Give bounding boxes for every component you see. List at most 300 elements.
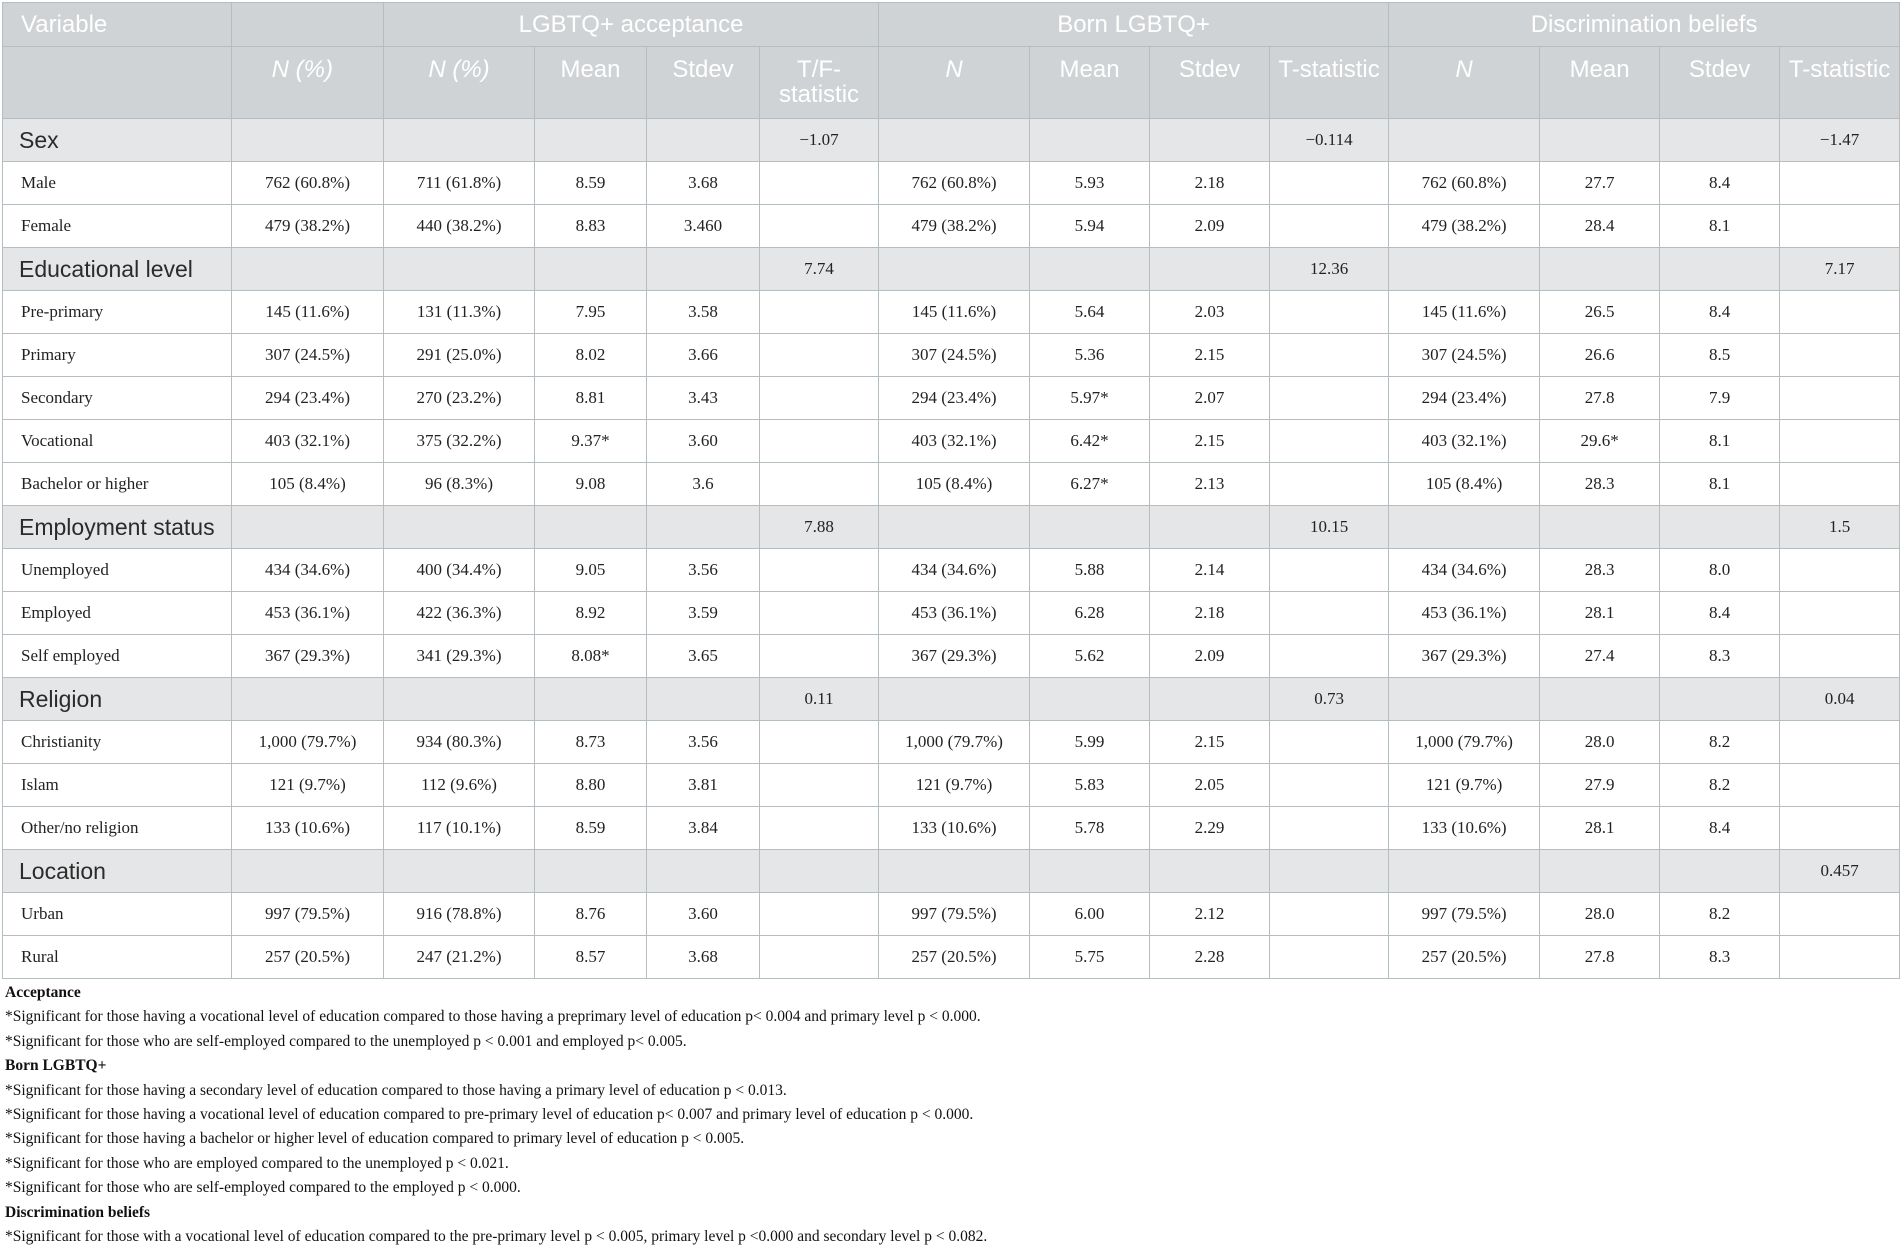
table-row (3, 205, 1900, 248)
cell-acc-stat (760, 936, 879, 979)
cell-n-pct: 307 (24.5%) (232, 334, 384, 377)
cell-born-n: 145 (11.6%) (879, 291, 1030, 334)
cell-acc-mean: 8.59 (535, 807, 647, 850)
cell-disc-mean: 27.9 (1540, 764, 1660, 807)
header-disc-stat: T-statistic (1780, 47, 1900, 119)
row-label: Vocational (3, 420, 232, 463)
table-body (3, 119, 1900, 979)
cell-disc-stdev: 8.4 (1660, 162, 1780, 205)
header-group-discrimination: Discrimination beliefs (1389, 3, 1900, 47)
footnote-line: *Significant for those having a vocational level of education compared to pre-primary level of education p< 0.007 and primary level of education p < 0.000. (5, 1105, 974, 1123)
category-empty-cell (1660, 678, 1780, 721)
cell-born-mean: 5.62 (1030, 635, 1150, 678)
cell-born-stdev: 2.09 (1150, 635, 1270, 678)
cell-disc-stdev: 8.4 (1660, 291, 1780, 334)
category-label: Employment status (3, 506, 232, 549)
cell-born-n: 997 (79.5%) (879, 893, 1030, 936)
cell-born-mean: 6.27* (1030, 463, 1150, 506)
cell-disc-mean: 27.8 (1540, 377, 1660, 420)
cell-born-n: 367 (29.3%) (879, 635, 1030, 678)
cell-acc-stat (760, 549, 879, 592)
footnotes (5, 981, 1885, 1249)
cell-born-mean: 5.64 (1030, 291, 1150, 334)
cell-born-stat (1270, 377, 1389, 420)
category-empty-cell (1540, 248, 1660, 291)
category-empty-cell (1150, 119, 1270, 162)
cell-acc-n-pct: 422 (36.3%) (384, 592, 535, 635)
table-row (3, 334, 1900, 377)
header-acc-npct: N (%) (384, 47, 535, 119)
cell-acc-stdev: 3.65 (647, 635, 760, 678)
cell-disc-mean: 28.0 (1540, 893, 1660, 936)
category-empty-cell (1030, 678, 1150, 721)
category-row (3, 248, 1900, 291)
category-acc-stat: −1.07 (760, 119, 879, 162)
cell-born-stat (1270, 463, 1389, 506)
table-row (3, 807, 1900, 850)
cell-born-stdev: 2.07 (1150, 377, 1270, 420)
cell-acc-mean: 8.08* (535, 635, 647, 678)
category-label: Sex (3, 119, 232, 162)
category-empty-cell (879, 850, 1030, 893)
header-acc-stdev: Stdev (647, 47, 760, 119)
cell-acc-stdev: 3.43 (647, 377, 760, 420)
table-row (3, 549, 1900, 592)
category-empty-cell (384, 506, 535, 549)
header-group-acceptance: LGBTQ+ acceptance (384, 3, 879, 47)
cell-disc-n: 434 (34.6%) (1389, 549, 1540, 592)
cell-disc-stdev: 8.3 (1660, 936, 1780, 979)
cell-born-stdev: 2.12 (1150, 893, 1270, 936)
cell-acc-stdev: 3.81 (647, 764, 760, 807)
cell-born-stdev: 2.03 (1150, 291, 1270, 334)
cell-acc-stdev: 3.66 (647, 334, 760, 377)
header-acc-stat: T/F-statistic (760, 47, 879, 119)
row-label: Pre-primary (3, 291, 232, 334)
cell-disc-n: 997 (79.5%) (1389, 893, 1540, 936)
category-empty-cell (647, 119, 760, 162)
header-born-stdev: Stdev (1150, 47, 1270, 119)
cell-born-stat (1270, 936, 1389, 979)
table-row (3, 936, 1900, 979)
cell-born-stat (1270, 420, 1389, 463)
cell-disc-stat (1780, 420, 1900, 463)
cell-disc-stat (1780, 893, 1900, 936)
category-empty-cell (647, 678, 760, 721)
cell-disc-stat (1780, 549, 1900, 592)
cell-disc-stat (1780, 377, 1900, 420)
category-disc-stat: 0.04 (1780, 678, 1900, 721)
header-disc-mean: Mean (1540, 47, 1660, 119)
cell-acc-mean: 8.83 (535, 205, 647, 248)
cell-acc-n-pct: 291 (25.0%) (384, 334, 535, 377)
cell-born-n: 434 (34.6%) (879, 549, 1030, 592)
cell-born-mean: 6.00 (1030, 893, 1150, 936)
cell-disc-stat (1780, 807, 1900, 850)
cell-n-pct: 145 (11.6%) (232, 291, 384, 334)
cell-acc-n-pct: 440 (38.2%) (384, 205, 535, 248)
cell-n-pct: 294 (23.4%) (232, 377, 384, 420)
row-label: Primary (3, 334, 232, 377)
cell-born-stat (1270, 893, 1389, 936)
table-row (3, 162, 1900, 205)
cell-born-mean: 6.28 (1030, 592, 1150, 635)
category-born-stat: 0.73 (1270, 678, 1389, 721)
cell-disc-mean: 28.1 (1540, 807, 1660, 850)
cell-disc-mean: 28.1 (1540, 592, 1660, 635)
cell-born-stat (1270, 807, 1389, 850)
category-empty-cell (1660, 119, 1780, 162)
cell-acc-stdev: 3.60 (647, 420, 760, 463)
category-disc-stat: 1.5 (1780, 506, 1900, 549)
category-disc-stat: 7.17 (1780, 248, 1900, 291)
category-empty-cell (1540, 506, 1660, 549)
cell-acc-stat (760, 893, 879, 936)
category-empty-cell (384, 678, 535, 721)
category-row (3, 850, 1900, 893)
cell-acc-stdev: 3.59 (647, 592, 760, 635)
table-row (3, 291, 1900, 334)
cell-disc-stdev: 8.5 (1660, 334, 1780, 377)
cell-disc-stat (1780, 592, 1900, 635)
table-row (3, 592, 1900, 635)
footnote-heading: Acceptance (5, 984, 81, 1001)
cell-born-stdev: 2.05 (1150, 764, 1270, 807)
category-empty-cell (1389, 850, 1540, 893)
category-empty-cell (1150, 248, 1270, 291)
header-disc-n: N (1389, 47, 1540, 119)
cell-disc-n: 479 (38.2%) (1389, 205, 1540, 248)
cell-acc-stdev: 3.60 (647, 893, 760, 936)
cell-n-pct: 257 (20.5%) (232, 936, 384, 979)
cell-born-n: 133 (10.6%) (879, 807, 1030, 850)
category-born-stat: 10.15 (1270, 506, 1389, 549)
cell-acc-stat (760, 334, 879, 377)
cell-acc-stdev: 3.68 (647, 936, 760, 979)
cell-born-stat (1270, 721, 1389, 764)
category-empty-cell (1389, 678, 1540, 721)
cell-disc-n: 403 (32.1%) (1389, 420, 1540, 463)
cell-acc-mean: 8.02 (535, 334, 647, 377)
cell-n-pct: 133 (10.6%) (232, 807, 384, 850)
category-empty-cell (647, 248, 760, 291)
row-label: Self employed (3, 635, 232, 678)
category-empty-cell (232, 248, 384, 291)
cell-born-stat (1270, 162, 1389, 205)
cell-born-stat (1270, 764, 1389, 807)
cell-born-stdev: 2.15 (1150, 721, 1270, 764)
cell-acc-mean: 8.59 (535, 162, 647, 205)
cell-acc-stat (760, 463, 879, 506)
cell-disc-stdev: 8.2 (1660, 893, 1780, 936)
cell-born-mean: 5.78 (1030, 807, 1150, 850)
cell-acc-n-pct: 711 (61.8%) (384, 162, 535, 205)
cell-n-pct: 997 (79.5%) (232, 893, 384, 936)
category-born-stat: −0.114 (1270, 119, 1389, 162)
cell-born-mean: 5.99 (1030, 721, 1150, 764)
category-empty-cell (647, 506, 760, 549)
cell-disc-stat (1780, 291, 1900, 334)
category-empty-cell (1540, 119, 1660, 162)
category-empty-cell (535, 850, 647, 893)
cell-born-stdev: 2.18 (1150, 592, 1270, 635)
row-label: Female (3, 205, 232, 248)
cell-disc-stat (1780, 721, 1900, 764)
cell-disc-stdev: 8.4 (1660, 807, 1780, 850)
cell-disc-mean: 27.7 (1540, 162, 1660, 205)
cell-acc-mean: 8.76 (535, 893, 647, 936)
category-empty-cell (1030, 506, 1150, 549)
cell-disc-n: 294 (23.4%) (1389, 377, 1540, 420)
cell-acc-n-pct: 96 (8.3%) (384, 463, 535, 506)
cell-disc-n: 105 (8.4%) (1389, 463, 1540, 506)
category-empty-cell (1030, 248, 1150, 291)
cell-acc-stat (760, 205, 879, 248)
cell-disc-n: 257 (20.5%) (1389, 936, 1540, 979)
header-disc-stdev: Stdev (1660, 47, 1780, 119)
cell-acc-n-pct: 270 (23.2%) (384, 377, 535, 420)
category-disc-stat: 0.457 (1780, 850, 1900, 893)
cell-born-mean: 5.75 (1030, 936, 1150, 979)
cell-acc-n-pct: 247 (21.2%) (384, 936, 535, 979)
cell-born-stdev: 2.29 (1150, 807, 1270, 850)
row-label: Urban (3, 893, 232, 936)
category-empty-cell (1150, 678, 1270, 721)
cell-n-pct: 762 (60.8%) (232, 162, 384, 205)
cell-disc-mean: 27.8 (1540, 936, 1660, 979)
category-empty-cell (1150, 850, 1270, 893)
cell-born-stdev: 2.15 (1150, 420, 1270, 463)
cell-born-mean: 5.97* (1030, 377, 1150, 420)
cell-disc-mean: 26.5 (1540, 291, 1660, 334)
cell-born-stdev: 2.15 (1150, 334, 1270, 377)
category-row (3, 678, 1900, 721)
cell-acc-mean: 8.80 (535, 764, 647, 807)
cell-acc-n-pct: 117 (10.1%) (384, 807, 535, 850)
row-label: Employed (3, 592, 232, 635)
cell-born-mean: 5.36 (1030, 334, 1150, 377)
footnote-line: *Significant for those who are self-employed compared to the unemployed p < 0.001 and employed p< 0.005. (5, 1032, 687, 1050)
cell-disc-stdev: 8.2 (1660, 721, 1780, 764)
cell-born-mean: 5.83 (1030, 764, 1150, 807)
category-label: Religion (3, 678, 232, 721)
category-row (3, 119, 1900, 162)
cell-born-stdev: 2.09 (1150, 205, 1270, 248)
cell-born-stat (1270, 205, 1389, 248)
cell-n-pct: 453 (36.1%) (232, 592, 384, 635)
cell-n-pct: 403 (32.1%) (232, 420, 384, 463)
category-empty-cell (384, 248, 535, 291)
category-empty-cell (1660, 248, 1780, 291)
cell-born-n: 1,000 (79.7%) (879, 721, 1030, 764)
cell-acc-stdev: 3.58 (647, 291, 760, 334)
header-born-stat: T-statistic (1270, 47, 1389, 119)
cell-disc-stdev: 8.0 (1660, 549, 1780, 592)
category-empty-cell (232, 678, 384, 721)
cell-born-n: 762 (60.8%) (879, 162, 1030, 205)
cell-born-n: 257 (20.5%) (879, 936, 1030, 979)
footnote-line: *Significant for those having a secondary level of education compared to those having a primary level of education p < 0.013. (5, 1081, 787, 1099)
cell-acc-stdev: 3.56 (647, 549, 760, 592)
cell-disc-n: 307 (24.5%) (1389, 334, 1540, 377)
category-empty-cell (1030, 119, 1150, 162)
cell-disc-n: 1,000 (79.7%) (1389, 721, 1540, 764)
cell-acc-mean: 9.05 (535, 549, 647, 592)
cell-acc-mean: 7.95 (535, 291, 647, 334)
category-row (3, 506, 1900, 549)
cell-n-pct: 367 (29.3%) (232, 635, 384, 678)
cell-disc-stat (1780, 463, 1900, 506)
cell-acc-stat (760, 377, 879, 420)
cell-acc-stdev: 3.460 (647, 205, 760, 248)
cell-born-n: 453 (36.1%) (879, 592, 1030, 635)
category-empty-cell (1030, 850, 1150, 893)
cell-acc-n-pct: 341 (29.3%) (384, 635, 535, 678)
table-row (3, 377, 1900, 420)
cell-disc-stat (1780, 764, 1900, 807)
category-empty-cell (1660, 850, 1780, 893)
cell-acc-mean: 8.73 (535, 721, 647, 764)
cell-disc-mean: 28.4 (1540, 205, 1660, 248)
header-born-mean: Mean (1030, 47, 1150, 119)
category-empty-cell (232, 850, 384, 893)
cell-born-stat (1270, 291, 1389, 334)
cell-born-n: 105 (8.4%) (879, 463, 1030, 506)
cell-acc-stdev: 3.56 (647, 721, 760, 764)
row-label: Secondary (3, 377, 232, 420)
cell-acc-n-pct: 400 (34.4%) (384, 549, 535, 592)
category-born-stat: 12.36 (1270, 248, 1389, 291)
category-empty-cell (232, 119, 384, 162)
cell-born-mean: 6.42* (1030, 420, 1150, 463)
cell-born-n: 121 (9.7%) (879, 764, 1030, 807)
category-empty-cell (1389, 119, 1540, 162)
cell-disc-n: 121 (9.7%) (1389, 764, 1540, 807)
cell-born-mean: 5.93 (1030, 162, 1150, 205)
table-row (3, 721, 1900, 764)
category-empty-cell (535, 678, 647, 721)
category-empty-cell (1389, 506, 1540, 549)
cell-n-pct: 1,000 (79.7%) (232, 721, 384, 764)
table-row (3, 893, 1900, 936)
row-label: Christianity (3, 721, 232, 764)
row-label: Bachelor or higher (3, 463, 232, 506)
cell-disc-n: 762 (60.8%) (1389, 162, 1540, 205)
category-acc-stat (760, 850, 879, 893)
cell-disc-n: 133 (10.6%) (1389, 807, 1540, 850)
header-born-n: N (879, 47, 1030, 119)
category-empty-cell (232, 506, 384, 549)
category-empty-cell (879, 248, 1030, 291)
cell-disc-stat (1780, 205, 1900, 248)
cell-born-stdev: 2.13 (1150, 463, 1270, 506)
cell-acc-n-pct: 112 (9.6%) (384, 764, 535, 807)
cell-acc-stat (760, 291, 879, 334)
cell-born-stat (1270, 635, 1389, 678)
cell-born-stat (1270, 592, 1389, 635)
cell-acc-stat (760, 635, 879, 678)
cell-disc-stdev: 8.3 (1660, 635, 1780, 678)
cell-acc-mean: 8.92 (535, 592, 647, 635)
category-empty-cell (535, 506, 647, 549)
footnote-line: *Significant for those with a vocational level of education compared to the pre-primary level p < 0.005, primary level p <0.000 and secondary level p < 0.082. (5, 1227, 988, 1245)
row-label: Rural (3, 936, 232, 979)
header-blank (3, 47, 232, 119)
cell-acc-mean: 8.81 (535, 377, 647, 420)
cell-born-n: 307 (24.5%) (879, 334, 1030, 377)
category-empty-cell (1660, 506, 1780, 549)
cell-acc-stat (760, 162, 879, 205)
cell-disc-stat (1780, 936, 1900, 979)
cell-acc-stat (760, 592, 879, 635)
cell-acc-n-pct: 934 (80.3%) (384, 721, 535, 764)
category-empty-cell (384, 850, 535, 893)
row-label: Male (3, 162, 232, 205)
table-row (3, 635, 1900, 678)
cell-acc-n-pct: 375 (32.2%) (384, 420, 535, 463)
cell-disc-mean: 28.0 (1540, 721, 1660, 764)
cell-disc-stdev: 8.4 (1660, 592, 1780, 635)
cell-acc-stdev: 3.6 (647, 463, 760, 506)
footnote-line: *Significant for those who are employed compared to the unemployed p < 0.021. (5, 1154, 509, 1172)
header-acc-mean: Mean (535, 47, 647, 119)
cell-disc-n: 367 (29.3%) (1389, 635, 1540, 678)
category-empty-cell (1540, 850, 1660, 893)
header-variable: Variable (3, 3, 232, 47)
row-label: Other/no religion (3, 807, 232, 850)
cell-born-stat (1270, 334, 1389, 377)
cell-n-pct: 121 (9.7%) (232, 764, 384, 807)
footnote-heading: Discrimination beliefs (5, 1203, 151, 1221)
cell-born-n: 479 (38.2%) (879, 205, 1030, 248)
cell-acc-mean: 9.37* (535, 420, 647, 463)
category-empty-cell (879, 678, 1030, 721)
cell-disc-stat (1780, 635, 1900, 678)
cell-born-stdev: 2.14 (1150, 549, 1270, 592)
category-acc-stat: 7.88 (760, 506, 879, 549)
row-label: Unemployed (3, 549, 232, 592)
category-empty-cell (1389, 248, 1540, 291)
cell-acc-stdev: 3.84 (647, 807, 760, 850)
table-header (3, 3, 1900, 119)
category-empty-cell (535, 119, 647, 162)
table-row (3, 420, 1900, 463)
category-empty-cell (647, 850, 760, 893)
cell-disc-stat (1780, 334, 1900, 377)
table-row (3, 764, 1900, 807)
cell-born-mean: 5.94 (1030, 205, 1150, 248)
footnote-heading: Born LGBTQ+ (5, 1057, 107, 1075)
footnote-line: *Significant for those who are self-employed compared to the employed p < 0.000. (5, 1179, 521, 1197)
cell-acc-stat (760, 807, 879, 850)
row-label: Islam (3, 764, 232, 807)
cell-disc-mean: 26.6 (1540, 334, 1660, 377)
cell-disc-mean: 28.3 (1540, 549, 1660, 592)
cell-acc-n-pct: 916 (78.8%) (384, 893, 535, 936)
cell-acc-n-pct: 131 (11.3%) (384, 291, 535, 334)
cell-acc-stat (760, 764, 879, 807)
cell-disc-mean: 28.3 (1540, 463, 1660, 506)
cell-n-pct: 105 (8.4%) (232, 463, 384, 506)
category-empty-cell (879, 506, 1030, 549)
cell-disc-stdev: 8.2 (1660, 764, 1780, 807)
cell-disc-stdev: 8.1 (1660, 420, 1780, 463)
category-empty-cell (879, 119, 1030, 162)
table-row (3, 463, 1900, 506)
category-empty-cell (535, 248, 647, 291)
cell-born-n: 294 (23.4%) (879, 377, 1030, 420)
category-label: Educational level (3, 248, 232, 291)
